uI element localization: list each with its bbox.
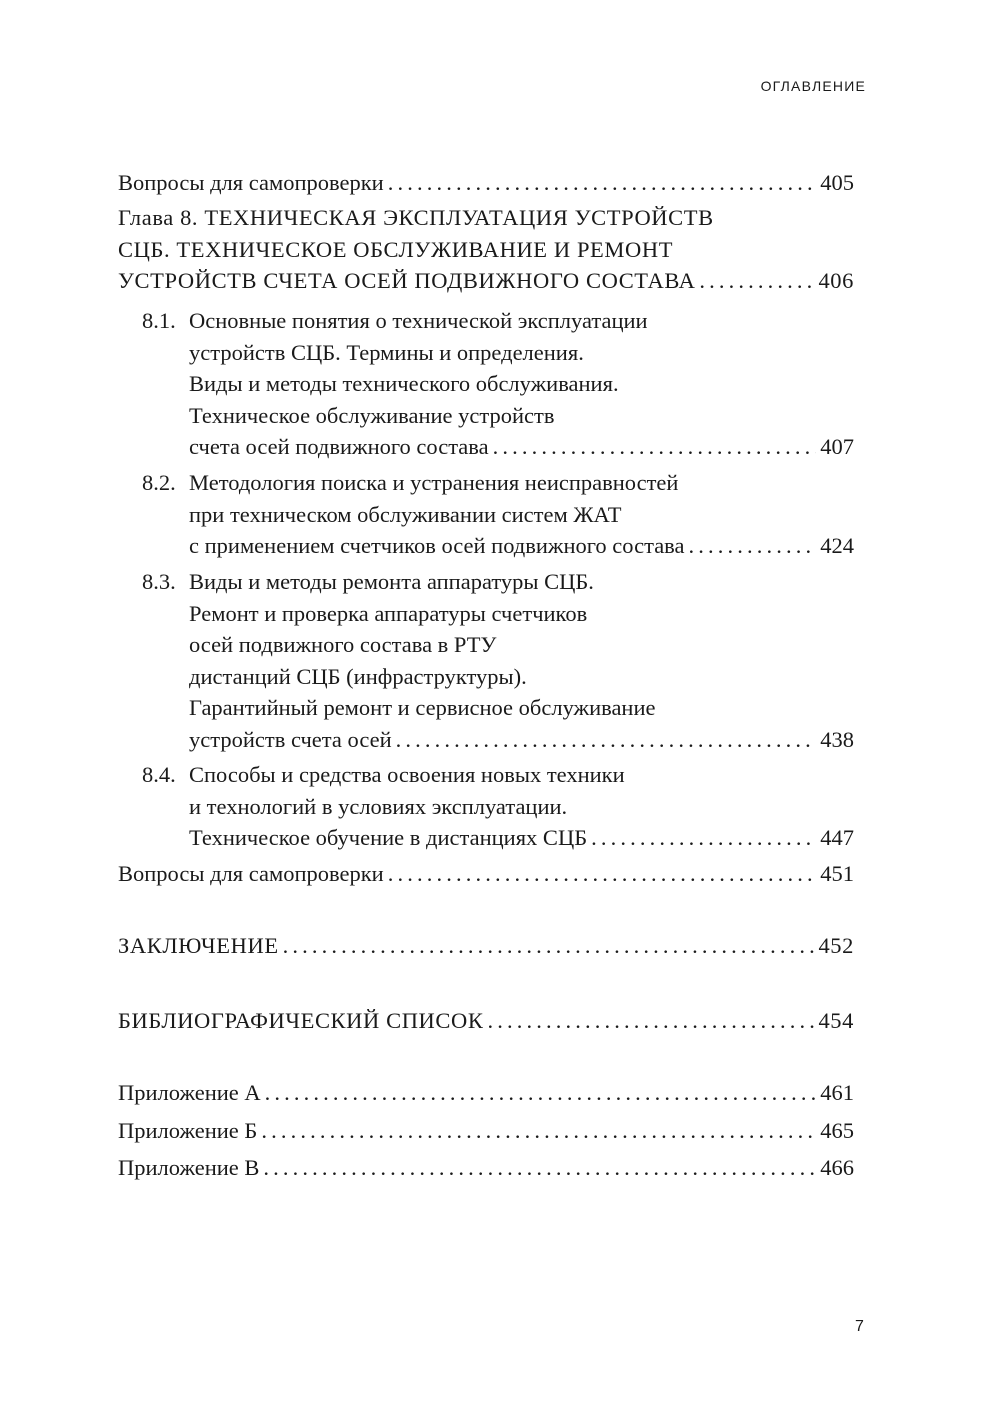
page-number: 7 [855,1318,864,1335]
toc-entry-8-3[interactable] [142,566,854,755]
toc-entry-chapter-8[interactable] [118,202,854,297]
toc-entry-appendix-b[interactable] [118,1115,854,1147]
entry-page: 406 [818,268,854,293]
toc-entry-8-4[interactable] [142,759,854,854]
entry-title-line: Способы и средства освоения новых техники [189,762,625,787]
entry-title-line: Виды и методы ремонта аппаратуры СЦБ. [189,569,594,594]
toc-entry-self-check-1[interactable] [118,167,854,199]
entry-page: 454 [818,1008,854,1033]
entry-title-line: УСТРОЙСТВ СЧЕТА ОСЕЙ ПОДВИЖНОГО СОСТАВА [118,268,696,293]
dot-leader [487,1005,814,1037]
dot-leader [493,431,817,463]
entry-title-line: Глава 8. ТЕХНИЧЕСКАЯ ЭКСПЛУАТАЦИЯ УСТРОЙСТВ [118,205,714,230]
entry-page: 461 [820,1080,854,1105]
dot-leader [283,930,815,962]
entry-title: Приложение А [118,1080,261,1105]
toc-entry-appendix-v[interactable] [118,1152,854,1184]
dot-leader [591,822,816,854]
dot-leader [388,858,817,890]
entry-title: Вопросы для самопроверки [118,861,384,886]
running-header: ОГЛАВЛЕНИЕ [760,78,866,94]
entry-title-line: счета осей подвижного состава [189,434,489,459]
section-number: 8.3. [142,569,176,594]
entry-title-line: Методология поиска и устранения неисправностей [189,470,679,495]
entry-title-line: Техническое обслуживание устройств [189,402,555,428]
entry-page: 447 [820,825,854,850]
entry-title-line: Гарантийный ремонт и сервисное обслуживание [189,695,656,720]
entry-title-line: при техническом обслуживании систем ЖАТ [189,501,622,527]
entry-title-line: Ремонт и проверка аппаратуры счетчиков [189,600,588,626]
entry-title-line: с применением счетчиков осей подвижного состава [189,533,685,558]
toc-entry-bibliography[interactable] [118,1005,854,1037]
section-number: 8.1. [142,308,176,333]
entry-page: 466 [820,1155,854,1180]
section-number: 8.2. [142,470,176,495]
entry-page: 407 [820,434,854,459]
toc-entry-conclusion[interactable] [118,930,854,962]
entry-title-line: осей подвижного состава в РТУ [189,632,497,657]
entry-title-line: и технологий в условиях эксплуатации. [189,793,568,819]
entry-title-line: устройств счета осей [189,726,392,752]
entry-page: 438 [820,726,854,752]
dot-leader [265,1077,817,1109]
entry-title-line: Техническое обучение в дистанциях СЦБ [189,825,588,850]
toc-entry-self-check-2[interactable] [118,858,854,890]
entry-page: 405 [820,170,854,195]
dot-leader [689,530,817,562]
dot-leader [699,265,814,297]
toc-entry-8-2[interactable] [142,467,854,562]
entry-title: Вопросы для самопроверки [118,170,384,195]
dot-leader [396,724,817,756]
toc-entry-8-1[interactable] [142,305,854,463]
entry-title-line: устройств СЦБ. Термины и определения. [189,339,584,365]
entry-title: ЗАКЛЮЧЕНИЕ [118,933,279,958]
dot-leader [263,1152,816,1184]
entry-page: 465 [820,1118,854,1143]
dot-leader [388,167,817,199]
entry-title-line: СЦБ. ТЕХНИЧЕСКОЕ ОБСЛУЖИВАНИЕ И РЕМОНТ [118,236,674,262]
entry-title: БИБЛИОГРАФИЧЕСКИЙ СПИСОК [118,1008,484,1033]
section-number: 8.4. [142,762,176,787]
dot-leader [261,1115,816,1147]
entry-title-line: Основные понятия о технической эксплуатации [189,308,648,333]
entry-title: Приложение В [118,1155,260,1180]
entry-title-line: дистанций СЦБ (инфраструктуры). [189,663,527,689]
entry-title: Приложение Б [118,1118,258,1143]
entry-title-line: Виды и методы технического обслуживания. [189,371,619,396]
toc-entry-appendix-a[interactable] [118,1077,854,1109]
entry-page: 424 [820,533,854,558]
entry-page: 452 [818,933,854,958]
entry-page: 451 [820,861,854,886]
